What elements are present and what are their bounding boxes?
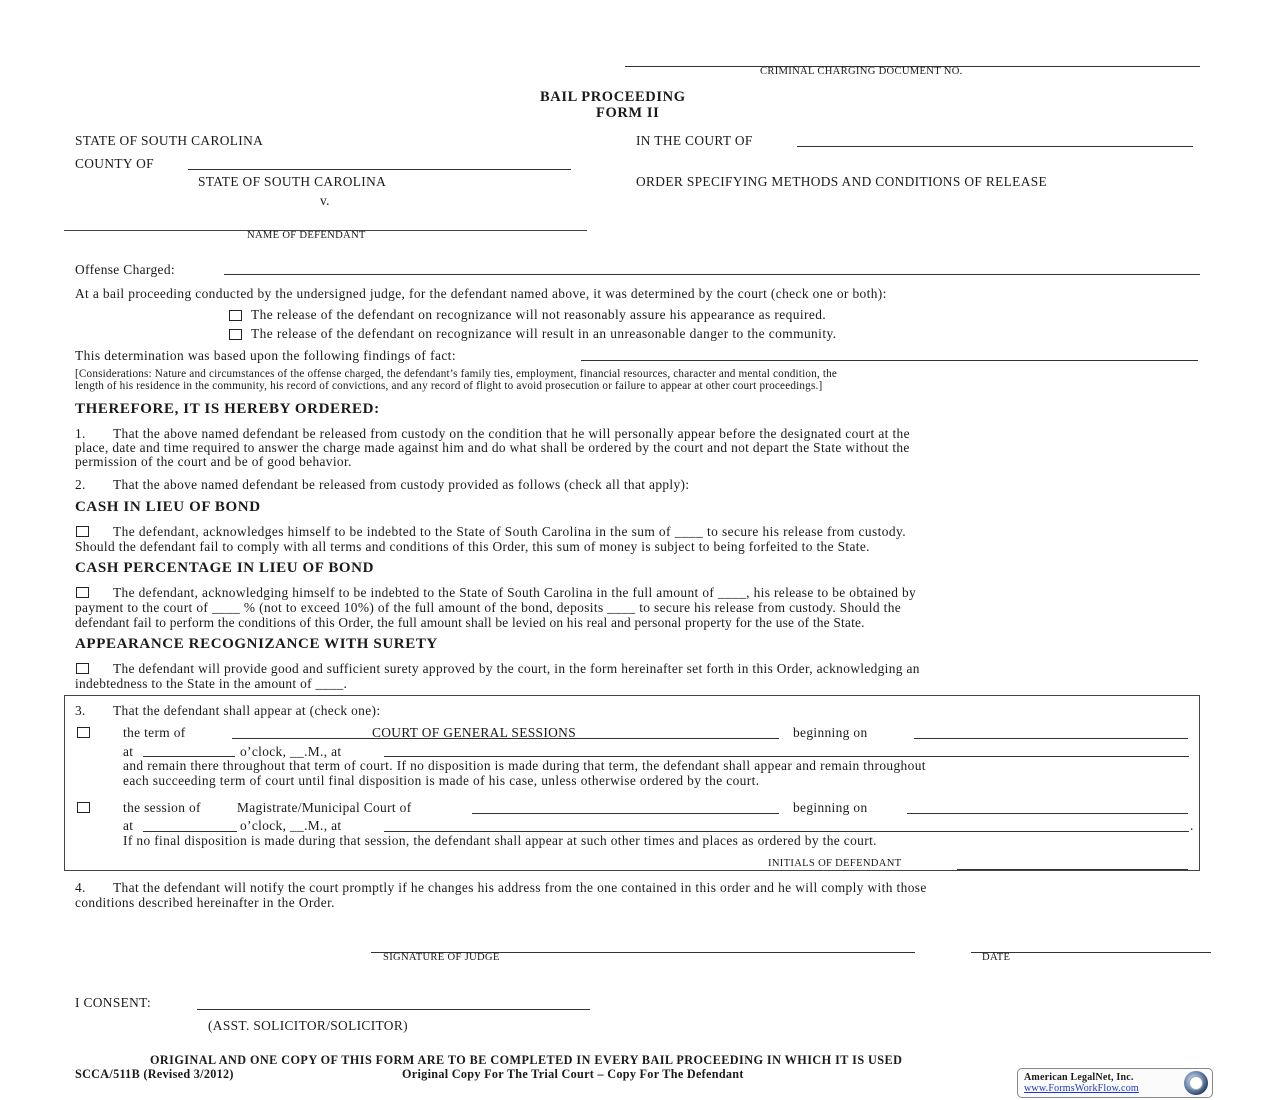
item-4-line-1: That the defendant will notify the court promptly if he changes his address from the one contained in this order and he will comply with those: [113, 880, 927, 895]
county-label: COUNTY OF: [75, 156, 154, 171]
surety-line-1: The defendant will provide good and sufficient surety approved by the court, in the form hereinafter set forth in this Order, acknowledging an: [113, 661, 920, 676]
cash-bond-line-1b: to secure his release from custody.: [706, 524, 906, 539]
defendant-name-label: NAME OF DEFENDANT: [247, 230, 366, 241]
surety-heading: APPEARANCE RECOGNIZANCE WITH SURETY: [75, 636, 438, 652]
term-note-line-2: each succeeding term of court until final disposition is made of his case, unless otherwise ordered by the court.: [123, 773, 760, 788]
item-2-text: That the above named defendant be released from custody provided as follows (check all that apply):: [113, 477, 690, 492]
state-label: STATE OF SOUTH CAROLINA: [75, 133, 264, 148]
session-place-field[interactable]: [384, 831, 1189, 832]
danger-risk-label: The release of the defendant on recognizance will result in an unreasonable danger to the community.: [251, 326, 837, 341]
cash-bond-text: [75, 524, 906, 554]
cash-percentage-line-1b: , his release to be obtained by: [746, 585, 917, 600]
form-subtitle: FORM II: [596, 105, 660, 121]
item-2-number: 2.: [75, 477, 86, 492]
offense-label: Offense Charged:: [75, 262, 175, 277]
court-label: IN THE COURT OF: [636, 133, 753, 148]
session-beginning-field[interactable]: [907, 813, 1188, 814]
term-place-field[interactable]: [384, 756, 1189, 757]
term-note-line-1: and remain there throughout that term of court. If no disposition is made during that term, the defendant shall appear and remain throughout: [123, 758, 926, 773]
initials-label: INITIALS OF DEFENDANT: [768, 858, 902, 869]
term-beginning-label: beginning on: [793, 725, 868, 740]
order-title: ORDER SPECIFYING METHODS AND CONDITIONS OF RELEASE: [636, 174, 1048, 189]
cash-percentage-text: [75, 585, 916, 630]
term-oclock-label: o’clock, __.M., at: [240, 744, 342, 759]
considerations-line-2: length of his residence in the community, his record of convictions, and any record of flight to avoid prosecution or failure to appear at other court proceedings.]: [75, 380, 823, 392]
cash-bond-line-2: Should the defendant fail to comply with all terms and conditions of this Order, this sum of money is subject to being forfeited to the State.: [75, 539, 870, 554]
item-3-intro: That the defendant shall appear at (check one):: [113, 703, 381, 718]
determination-intro: At a bail proceeding conducted by the undersigned judge, for the defendant named above, it was determined by the court (check one or both):: [75, 286, 887, 301]
cash-percentage-line-3: defendant fail to perform the conditions of this Order, the full amount shall be levied on his real and personal property for the use of the State.: [75, 615, 865, 630]
item-1-number: 1.: [75, 426, 86, 441]
term-label: the term of: [123, 725, 186, 740]
plaintiff-name: STATE OF SOUTH CAROLINA: [198, 174, 387, 189]
considerations-line-1: [Considerations: Nature and circumstances of the offense charged, the defendant’s family ties, employment, financial resources, character and mental condition, the: [75, 368, 838, 380]
cash-percentage-line-2b: % (not to exceed 10%) of the full amount of the bond, deposits: [243, 600, 604, 615]
consent-label: I CONSENT:: [75, 995, 152, 1010]
cash-bond-heading: CASH IN LIEU OF BOND: [75, 499, 261, 515]
term-court-value[interactable]: COURT OF GENERAL SESSIONS: [372, 725, 576, 740]
form-id: SCCA/511B (Revised 3/2012): [75, 1067, 234, 1081]
full-amount-field[interactable]: ____: [717, 585, 747, 600]
surety-amount-field[interactable]: ____: [315, 676, 344, 691]
term-checkbox[interactable]: [77, 727, 90, 738]
court-field[interactable]: [797, 146, 1193, 147]
cash-percentage-heading: CASH PERCENTAGE IN LIEU OF BOND: [75, 560, 375, 576]
appearance-risk-label: The release of the defendant on recognizance will not reasonably assure his appearance as required.: [251, 307, 827, 322]
item-1-line-3: permission of the court and be of good behavior.: [75, 454, 352, 469]
document-no-label: CRIMINAL CHARGING DOCUMENT NO.: [760, 66, 963, 77]
danger-risk-checkbox[interactable]: [229, 329, 242, 340]
session-time-field[interactable]: [143, 831, 237, 832]
appearance-risk-checkbox[interactable]: [229, 310, 242, 321]
publisher-badge: [1017, 1068, 1213, 1098]
findings-label: This determination was based upon the following findings of fact:: [75, 348, 456, 363]
publisher-name: American LegalNet, Inc.: [1024, 1072, 1134, 1083]
term-at-label: at: [123, 744, 134, 759]
date-label: DATE: [982, 952, 1011, 963]
publisher-link[interactable]: www.FormsWorkFlow.com: [1024, 1083, 1139, 1094]
offense-field[interactable]: [224, 274, 1200, 275]
percentage-field[interactable]: ____: [211, 600, 241, 615]
item-4-number: 4.: [75, 880, 86, 895]
item-1-line-2: place, date and time required to answer the charge made against him and do what shall be ordered by the court and not depart the State without the: [75, 440, 910, 455]
session-note: If no final disposition is made during that session, the defendant shall appear at such other times and places as ordered by the court.: [123, 833, 877, 848]
deposit-field[interactable]: ____: [607, 600, 636, 615]
item-3-number: 3.: [75, 703, 86, 718]
cash-percentage-line-1a: The defendant, acknowledging himself to be indebted to the State of South Carolina in the full amount of: [113, 585, 715, 600]
session-court-prefix: Magistrate/Municipal Court of: [237, 800, 412, 815]
session-beginning-label: beginning on: [793, 800, 868, 815]
versus-label: v.: [320, 193, 330, 208]
item-1-line-1: That the above named defendant be released from custody on the condition that he will personally appear before the designated court at the: [113, 426, 910, 441]
globe-logo-icon: [1184, 1071, 1208, 1095]
item-4-line-2: conditions described hereinafter in the Order.: [75, 895, 335, 910]
term-beginning-field[interactable]: [914, 738, 1188, 739]
session-oclock-label: o’clock, __.M., at: [240, 818, 342, 833]
term-time-field[interactable]: [143, 756, 235, 757]
cash-percentage-line-2a: payment to the court of: [75, 600, 209, 615]
session-at-label: at: [123, 818, 134, 833]
solicitor-label: (ASST. SOLICITOR/SOLICITOR): [208, 1018, 408, 1033]
cash-percentage-line-2c: to secure his release from custody. Should the: [639, 600, 902, 615]
judge-signature-label: SIGNATURE OF JUDGE: [383, 952, 500, 963]
session-place-period: .: [1190, 818, 1194, 833]
session-label: the session of: [123, 800, 201, 815]
surety-line-2a: indebtedness to the State in the amount of: [75, 676, 312, 691]
county-field[interactable]: [188, 169, 571, 170]
order-heading: THEREFORE, IT IS HEREBY ORDERED:: [75, 401, 380, 417]
session-checkbox[interactable]: [77, 802, 90, 813]
copy-note: Original Copy For The Trial Court – Copy For The Defendant: [402, 1067, 744, 1081]
cash-bond-line-1a: The defendant, acknowledges himself to be indebted to the State of South Carolina in the sum of: [113, 524, 671, 539]
findings-field[interactable]: [581, 360, 1198, 361]
initials-field[interactable]: [957, 869, 1188, 870]
session-court-field[interactable]: [472, 813, 779, 814]
surety-text: [75, 661, 920, 691]
surety-period: .: [343, 676, 348, 691]
footer-instruction: ORIGINAL AND ONE COPY OF THIS FORM ARE TO BE COMPLETED IN EVERY BAIL PROCEEDING IN WHICH IT IS USED: [150, 1053, 903, 1067]
form-title: BAIL PROCEEDING: [540, 89, 686, 105]
solicitor-signature-field[interactable]: [197, 1009, 590, 1010]
cash-bond-amount-field[interactable]: ____: [674, 524, 704, 539]
